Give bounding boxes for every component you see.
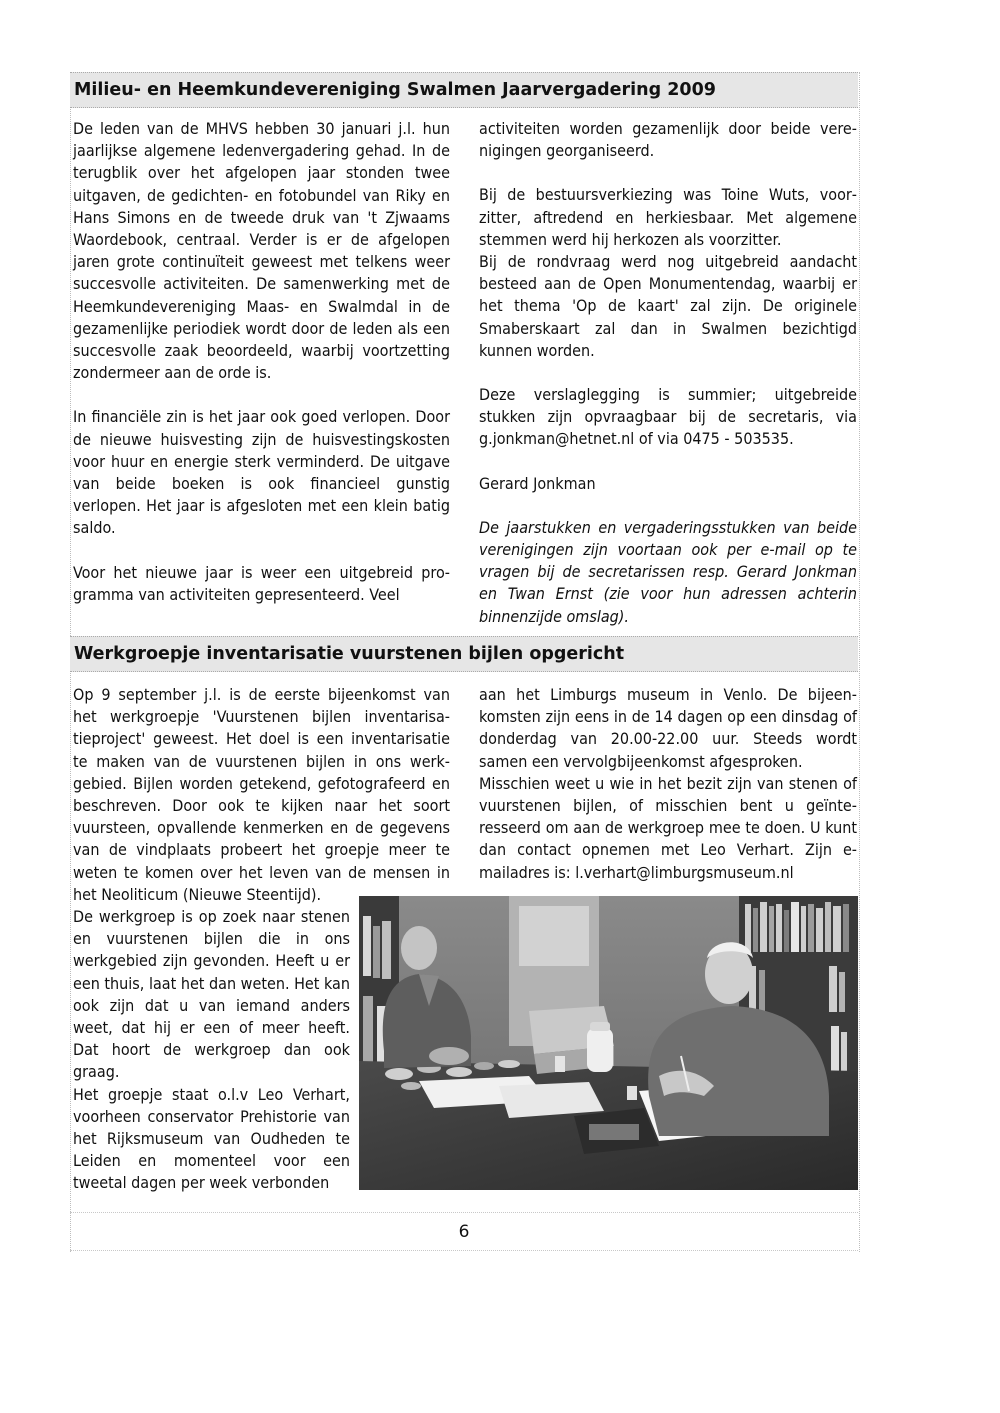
article1-italic-note: De jaarstukken en vergaderingsstukken van beide verenigingen zijn voortaan ook per e-mail op te vragen bij de secretarissen resp. Gerard Jonkman en Twan Ernst (zie voor hun adressen achterin binnenzijde omslag). bbox=[479, 517, 857, 626]
page-number: 6 bbox=[458, 1222, 470, 1242]
article1-left-paragraph-3: Voor het nieuwe jaar is weer een uitgebreid programma van activiteiten gepresenteerd. Veel bbox=[73, 562, 450, 604]
article1-right-paragraph-2: Bij de bestuursverkiezing was Toine Wuts, voorzitter, aftredend en herkiesbaar. Met algemene stemmen werd hij herkozen als voorzitter. bbox=[479, 185, 857, 249]
article1-signature: Gerard Jonkman bbox=[479, 473, 596, 493]
article2-right-paragraph-2: Misschien weet u wie in het bezit zijn van stenen of vuurstenen bijlen, of misschien bent u geïnteresseerd om aan de werkgroep mee te doen. U kunt dan contact opnemen met Leo Verhart. Zijn e-mailadres is: l.verhart@limburgsmuseum.nl bbox=[479, 773, 857, 882]
footer-divider-bottom bbox=[70, 1250, 858, 1251]
article2-left-column-narrow bbox=[73, 906, 350, 1195]
article2-left-column-top bbox=[73, 684, 450, 906]
article2-left-paragraph-2: De werkgroep is op zoek naar stenen en vuurstenen bijlen die in ons werkgebied zijn gevonden. Heeft u er een thuis, laat het dan weten. Het kan ook zijn dat u van iemand anders weet, dat hij er een of meer heeft. Dat hoort de werkgroep dan ook graag. bbox=[73, 907, 350, 1082]
footer-divider-top bbox=[70, 1212, 858, 1213]
article1-right-paragraph-3: Bij de rondvraag werd nog uitgebreid aandacht besteed aan de Open Monumentendag, waarbij er het thema 'Op de kaart' zal zijn. De originele Smaberskaart zal dan in Swalmen bezichtigd kunnen worden. bbox=[479, 252, 857, 360]
article2-heading: Werkgroepje inventarisatie vuurstenen bijlen opgericht bbox=[70, 636, 858, 672]
article1-heading: Milieu- en Heemkundevereniging Swalmen Jaarvergadering 2009 bbox=[70, 72, 858, 108]
article2-left-paragraph-3: Het groepje staat o.l.v Leo Verhart, voorheen conservator Prehistorie van het Rijksmuseum van Oudheden te Leiden en momenteel voor een tweetal dagen per week verbonden bbox=[73, 1084, 350, 1193]
article1-left-paragraph-1: De leden van de MHVS hebben 30 januari j.l. hun jaarlijkse algemene ledenvergadering gehad. In de terugblik over het afgelopen jaar stonden twee uitgaven, de gedichten- en fotobundel van Riky en Hans Simons en de tweede druk van 't Zjwaams Waordebook, centraal. Verder is er de afgelopen jaren grote continuïteit geweest met telkens weer succesvolle activiteiten. De samenwerking met de Heemkundevereniging Maas- en Swalmdal in de gezamenlijke periodiek wordt door de leden als een succesvolle zaak beoordeeld, waarbij voortzetting zondermeer aan de orde is. bbox=[73, 119, 450, 383]
article1-left-paragraph-2: In financiële zin is het jaar ook goed verlopen. Door de nieuwe huisvesting zijn de huisvestingskosten voor huur en energie sterk verminderd. De uitgave van beide boeken is ook financieel gunstig verlopen. Het jaar is afgesloten met een klein batig saldo. bbox=[73, 407, 450, 538]
photo-workgroup-meeting bbox=[359, 896, 858, 1190]
article2-right-column bbox=[479, 684, 857, 884]
article1-right-paragraph-4: Deze verslaglegging is summier; uitgebreide stukken zijn opvraagbaar bij de secretaris, via g.jonkman@hetnet.nl of via 0475 - 503535. bbox=[479, 385, 857, 449]
article1-right-paragraph-1: activiteiten worden gezamenlijk door beide verenigingen georganiseerd. bbox=[479, 119, 857, 161]
article2-left-paragraph-1: Op 9 september j.l. is de eerste bijeenkomst van het werkgroepje 'Vuurstenen bijlen inventarisatieproject' geweest. Het doel is een inventarisatie te maken van de vuurstenen bijlen in ons werkgebied. Bijlen worden getekend, gefotografeerd en beschreven. Door ook te kijken naar het soort vuursteen, opvallende kenmerken en de gegevens van de vindplaats probeert het groepje meer te weten te komen over het leven van de mensen in het Neoliticum (Nieuwe Steentijd). bbox=[73, 685, 450, 904]
article2-right-paragraph-1: aan het Limburgs museum in Venlo. De bijeenkomsten zijn eens in de 14 dagen op een dinsdag of donderdag van 20.00-22.00 uur. Steeds wordt samen een vervolgbijeenkomst afgesproken. bbox=[479, 685, 857, 771]
article1-right-column bbox=[479, 118, 857, 628]
article1-left-column bbox=[73, 118, 450, 606]
